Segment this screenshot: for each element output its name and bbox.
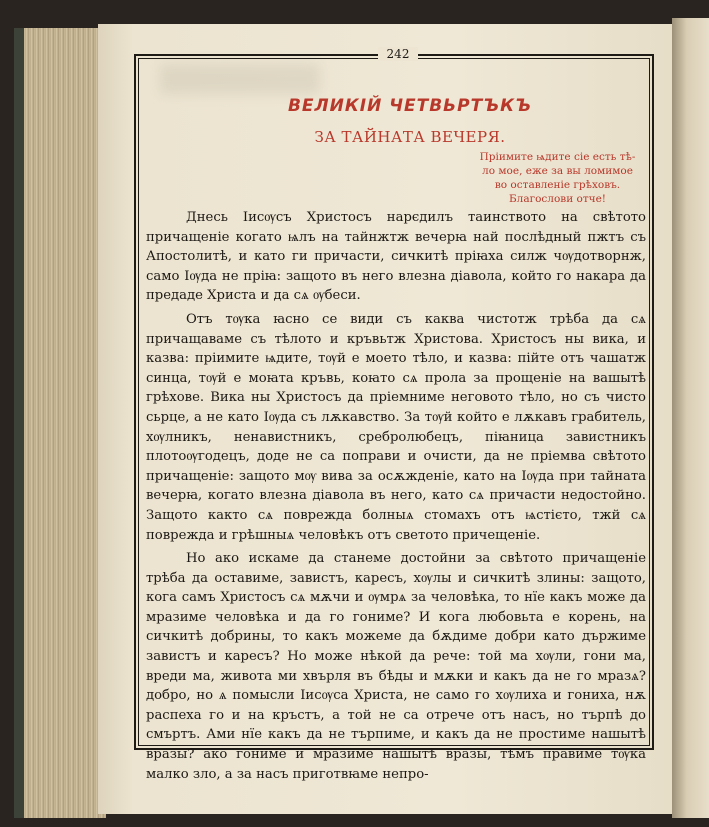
epigraph-line: во оставленіе грѣховъ. (494, 179, 621, 191)
chapter-subtitle: ЗА ТАЙНАТА ВЕЧЕРЯ. (314, 128, 506, 146)
epigraph-line: Пріимите ѩдите сіе есть тѣ- (479, 151, 636, 163)
book-spine (14, 28, 24, 818)
paragraph-3: Но ако искаме да станеме достойни за свѣтото причащеніе трѣба да оставиме, завистъ, каресъ, хѹлы и сичкитѣ злины: защото, кога самъ Христосъ сѧ мѫчи и ѹмрѧ за человѣка, то нїе какъ може да мразиме человѣка и да го гониме? И кога любовьта е корень, на сичкитѣ добрины, то какъ можеме да бѫдиме добри като държиме завистъ и каресъ? Но може нѣкой да рече: той ма хѹли, гони ма, вреди ма, живота ми хвърля въ бѣды и мѫки и какъ да не го мразѧ? добро, но ѧ помысли Іисѹса Христа, не само го хѹлиха и гониха, нѫ распеха го и на кръстъ, а той не са отрече отъ насъ, но търпѣ до смъртъ. Ами нїе какъ да не търпиме, и какъ да не простиме нашытѣ вразы? ако гониме и мразиме нашытѣ вразы, тѣмъ правиме тѹка малко зло, а за насъ приготвꙗме непро- (146, 551, 646, 782)
page-block-edge (14, 28, 106, 818)
right-page-edge (672, 18, 709, 818)
page-number: 242 (378, 47, 418, 61)
body-text (146, 208, 646, 784)
epigraph-line: ло мое, еже за вы ломимое (482, 165, 633, 177)
chapter-title: ВЕЛИКІЙ ЧЕТВЬРТЪКЪ (287, 96, 533, 116)
paragraph-2: Отъ тѹка ꙗсно се види съ каква чистотж трѣба да сѧ причащаваме съ тѣлото и кръвьтж Христова. Христосъ ны вика, и казва: пріимите ѩдите, тѹй е моето тѣло, и казва: пійте отъ чашатж синца, тѹй е моꙗта кръвь, коꙗто сѧ прола за прощеніе на вашытѣ грѣхове. Вика ны Христосъ да пріемниме неговото тѣло, но съ чисто сьрце, а не като Іѹда съ лѫкавство. За тѹй който е лѫкавъ грабитель, хѹлникъ, ненавистникъ, сребролюбецъ, піꙗница завистникъ плотоѹгодецъ, доде не са поправи и очисти, да не пріемва свѣтото причащеніе: защото мѹ вива за осѫжденіе, като на Іѹда при тайната вечерꙗ, когато влезна діавола въ него, като сѧ причасти недостойно. Защото както сѧ поврежда болныѧ стомахъ отъ ѩстієто, тжй сѧ поврежда и грѣшныѧ человѣкъ отъ светото причещеніе. (146, 311, 646, 543)
paragraph-1: Днесь Іисѹсъ Христосъ нарєдилъ таинството на свѣтото причащеніе когато ѩлъ на тайнжтж вечерꙗ най послѣдный пжтъ съ Апостолитѣ, и като ги причасти, сичкитѣ пріꙗха силж чѹдотворнж, само Іѹда не пріꙗ: защото въ него влезна діавола, който го накара да предаде Христа и да сѧ ѹбеси. (146, 210, 646, 304)
epigraph-line: Благослови отче! (508, 193, 607, 205)
epigraph (470, 150, 645, 206)
